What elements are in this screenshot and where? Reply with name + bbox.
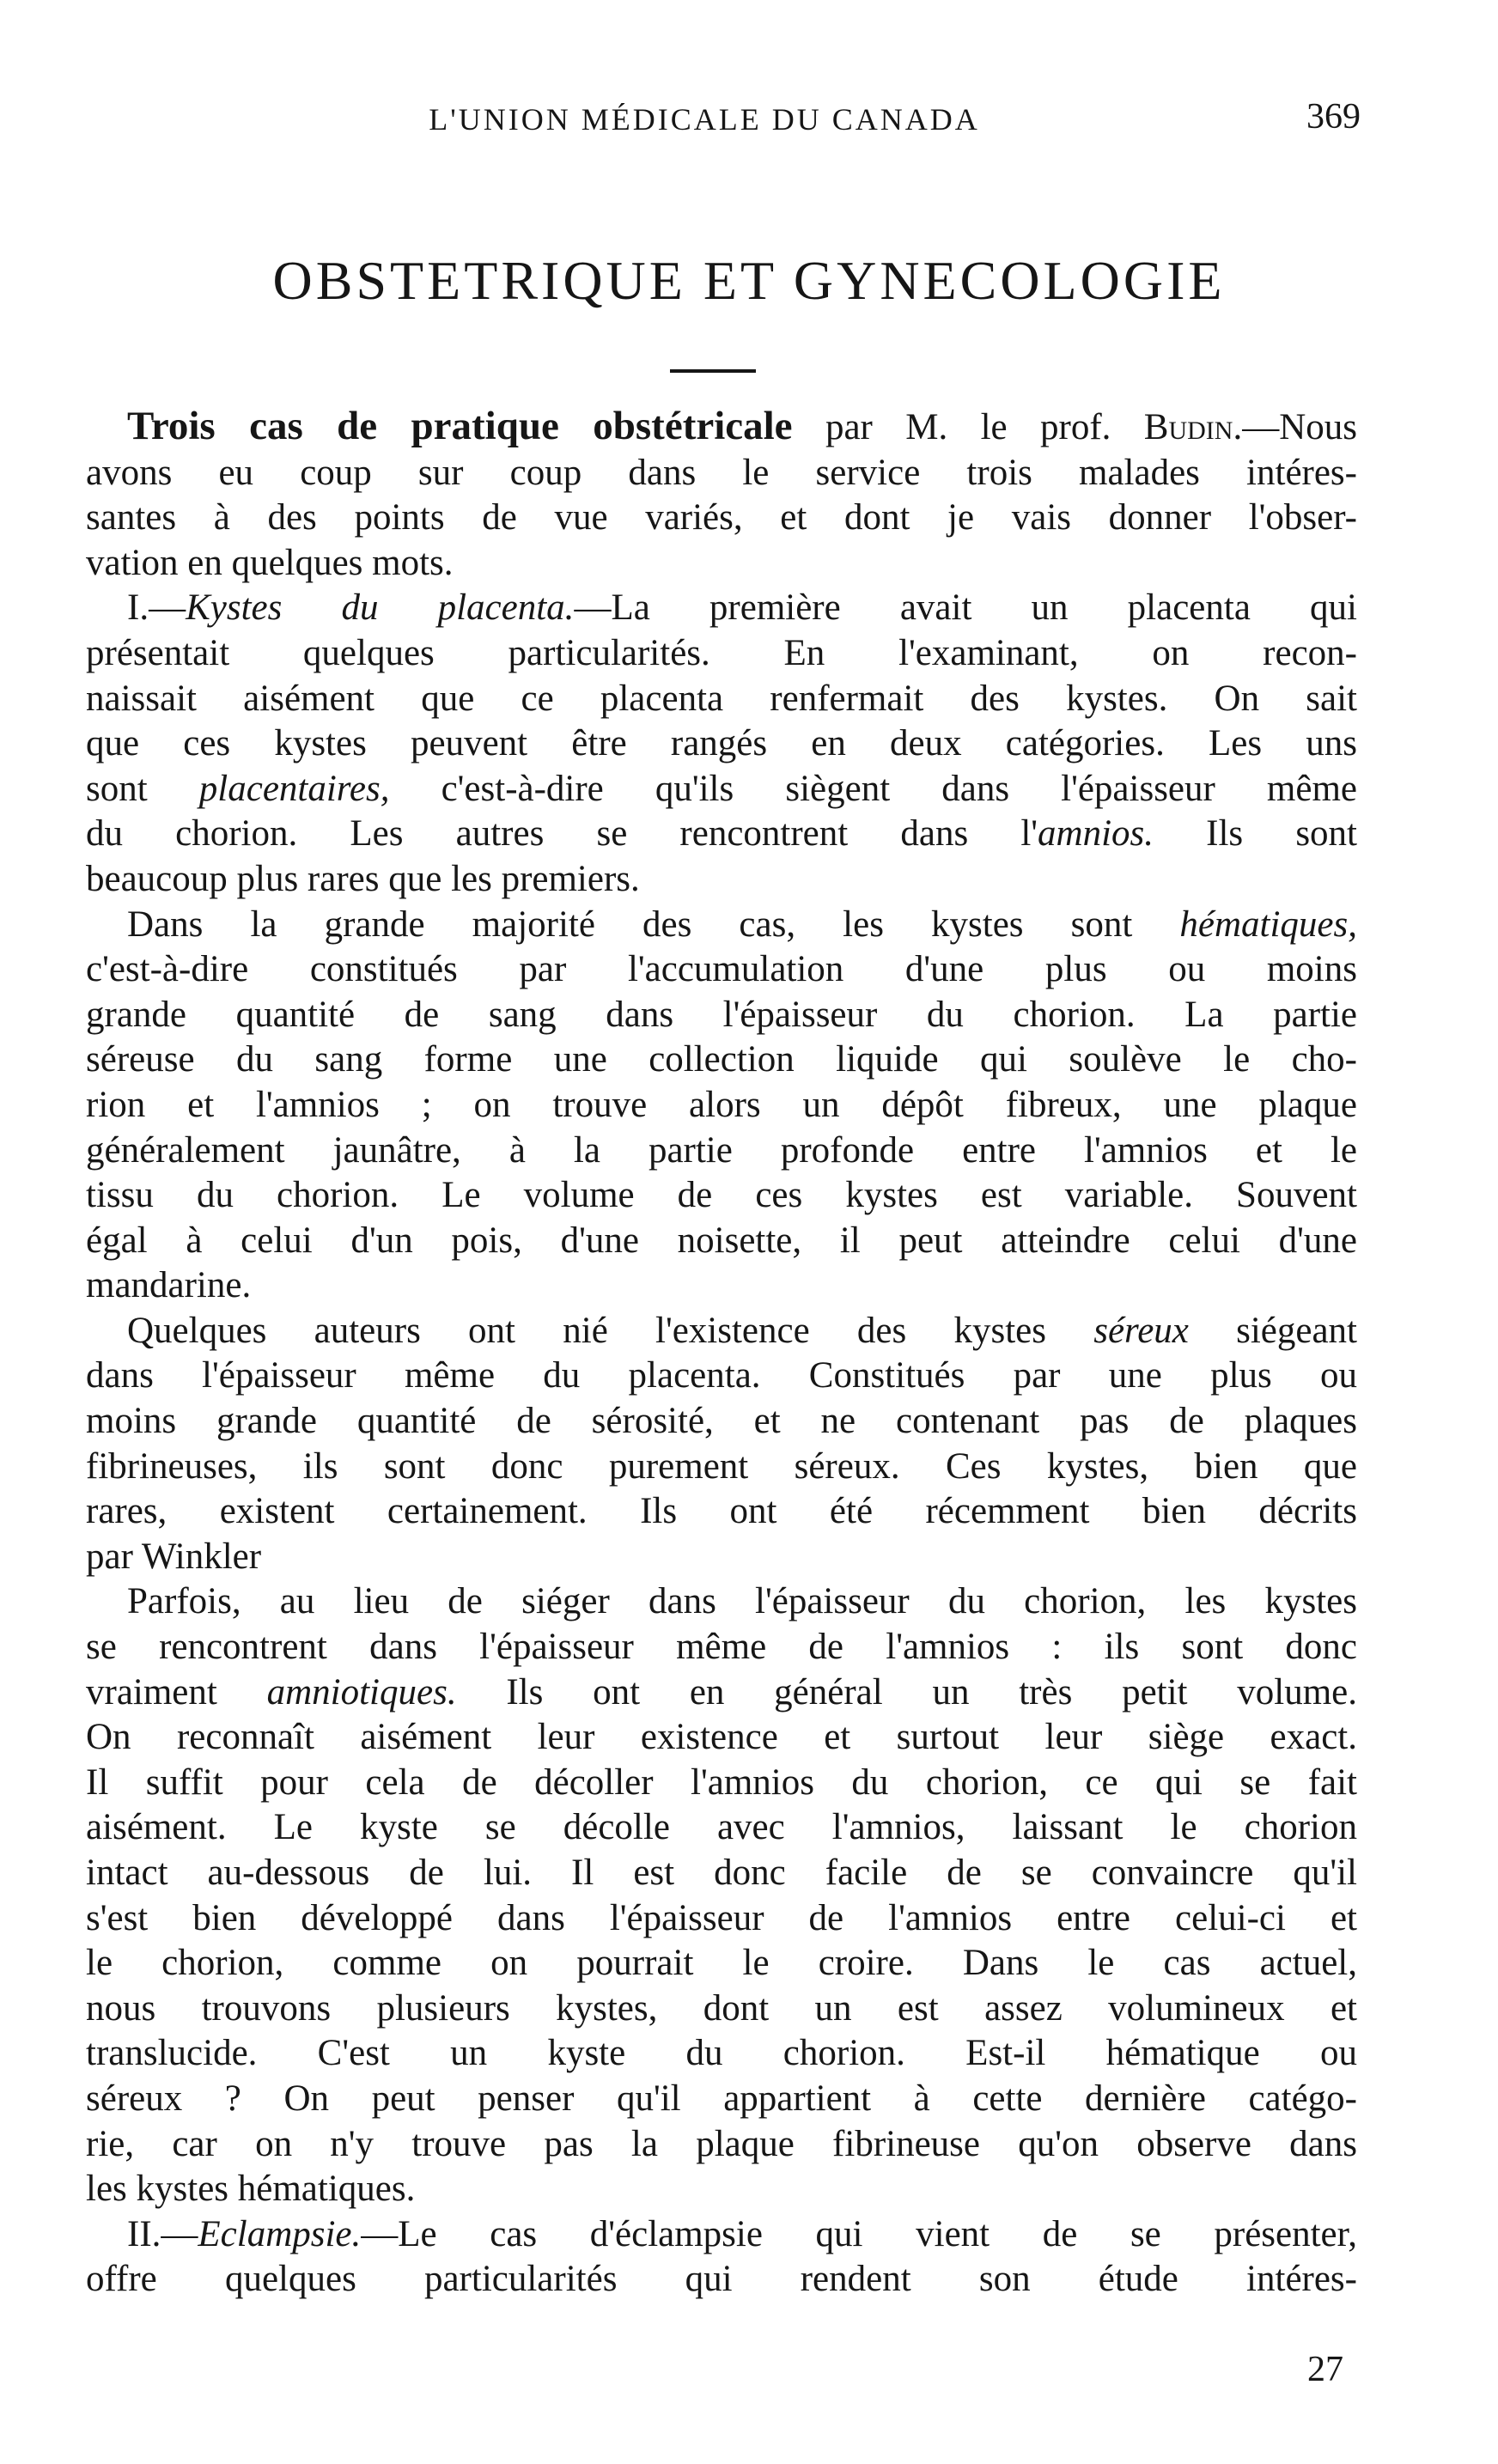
text-span: par M. le prof. [792,407,1144,447]
author-name: Budin [1143,407,1233,447]
text-line: tissu du chorion. Le volume de ces kystes est variable. Souvent [86,1175,1357,1216]
text-line: nous trouvons plusieurs kystes, dont un est assez volumineux et [86,1987,1357,2029]
italic-term: hématiques, [1179,903,1357,945]
italic-term: amniotiques. [266,1671,457,1713]
italic-term: séreux [1093,1310,1189,1351]
text-line: les kystes hématiques. [86,2169,416,2210]
text-line: par Winkler [86,1536,262,1577]
text-line: Parfois, au lieu de siéger dans l'épaisseur du chorion, les kystes [127,1581,1357,1622]
text-span: II.— [127,2213,198,2254]
text-line: séreux ? On peut penser qu'il appartient à cette dernière catégo- [86,2078,1357,2119]
text-span: —Le cas d'éclampsie qui vient de se présenter, [361,2213,1357,2254]
italic-term: amnios. [1038,813,1154,855]
text-line: offre quelques particularités qui rendent son étude intéres- [86,2259,1357,2300]
text-line: dans l'épaisseur même du placenta. Constitués par une plus ou [86,1355,1357,1396]
text-span: vraiment [86,1671,267,1713]
italic-term: placentaires, [198,768,390,809]
text-span: c'est-à-dire qu'ils siègent dans l'épaisseur même [389,768,1357,809]
text-span: —La première avait un placenta qui [574,587,1357,629]
text-line: moins grande quantité de sérosité, et ne contenant pas de plaques [86,1401,1357,1442]
subheading: Kystes du placenta. [186,587,575,629]
text-line: translucide. C'est un kyste du chorion. Est-il hématique ou [86,2033,1357,2074]
text-line [86,903,1357,948]
text-line: se rencontrent dans l'épaisseur même de l'amnios : ils sont donc [86,1627,1357,1668]
article-lead: Trois cas de pratique obstétricale [127,404,793,448]
text-line: avons eu coup sur coup dans le service trois malades intéres- [86,452,1357,493]
text-span: Ils ont en général un très petit volume. [456,1671,1357,1713]
article-body [86,404,1357,2303]
text-span: du chorion. Les autres se rencontrent dans l' [86,813,1038,855]
text-line [86,586,1357,631]
text-line [86,1309,1357,1354]
text-line: rares, existent certainement. Ils ont été récemment bien décrits [86,1491,1357,1532]
text-line: généralement jaunâtre, à la partie profonde entre l'amnios et le [86,1129,1357,1171]
text-span: Quelques auteurs ont nié l'existence des kystes [127,1310,1094,1351]
text-span: siégeant [1188,1310,1357,1351]
text-line: naissait aisément que ce placenta renfermait des kystes. On sait [86,678,1357,719]
text-line: grande quantité de sang dans l'épaisseur du chorion. La partie [86,994,1357,1035]
text-line: c'est-à-dire constitués par l'accumulation d'une plus ou moins [86,949,1357,990]
text-line: égal à celui d'un pois, d'une noisette, il peut atteindre celui d'une [86,1220,1357,1261]
text-span: Dans la grande majorité des cas, les kystes sont [127,903,1180,945]
title-rule [670,369,756,373]
text-line: rie, car on n'y trouve pas la plaque fibrineuse qu'on observe dans [86,2123,1357,2164]
section-title: OBSTETRIQUE ET GYNECOLOGIE [272,250,1226,311]
text-span: Ils sont [1154,813,1357,855]
text-line [86,812,1357,857]
text-line [86,404,1357,451]
text-line: séreuse du sang forme une collection liquide qui soulève le cho- [86,1039,1357,1080]
text-line [86,1670,1357,1716]
text-line: Il suffit pour cela de décoller l'amnios du chorion, ce qui se fait [86,1761,1357,1803]
text-line: mandarine. [86,1265,252,1306]
text-line: que ces kystes peuvent être rangés en deux catégories. Les uns [86,723,1357,764]
text-line: On reconnaît aisément leur existence et surtout leur siège exact. [86,1717,1357,1758]
text-line: le chorion, comme on pourrait le croire. Dans le cas actuel, [86,1943,1357,1984]
subheading: Eclampsie. [198,2213,362,2254]
text-line: santes à des points de vue variés, et dont je vais donner l'obser- [86,497,1357,538]
running-head: L'UNION MÉDICALE DU CANADA [429,102,980,137]
page-number: 369 [1306,97,1361,137]
text-line [86,2212,1357,2258]
text-line: s'est bien développé dans l'épaisseur de l'amnios entre celui-ci et [86,1897,1357,1938]
text-line: beaucoup plus rares que les premiers. [86,858,640,899]
text-span: sont [86,768,199,809]
text-span: I.— [127,587,186,629]
text-line: intact au-dessous de lui. Il est donc facile de se convaincre qu'il [86,1853,1357,1893]
text-line: vation en quelques mots. [86,542,454,583]
text-line: présentait quelques particularités. En l'examinant, on recon- [86,632,1357,673]
signature-mark: 27 [1307,2350,1343,2389]
text-line [86,767,1357,812]
text-line: fibrineuses, ils sont donc purement séreux. Ces kystes, bien que [86,1445,1357,1487]
text-line: aisément. Le kyste se décolle avec l'amnios, laissant le chorion [86,1807,1357,1848]
text-span: .—Nous [1233,407,1358,447]
text-line: rion et l'amnios ; on trouve alors un dépôt fibreux, une plaque [86,1084,1357,1125]
